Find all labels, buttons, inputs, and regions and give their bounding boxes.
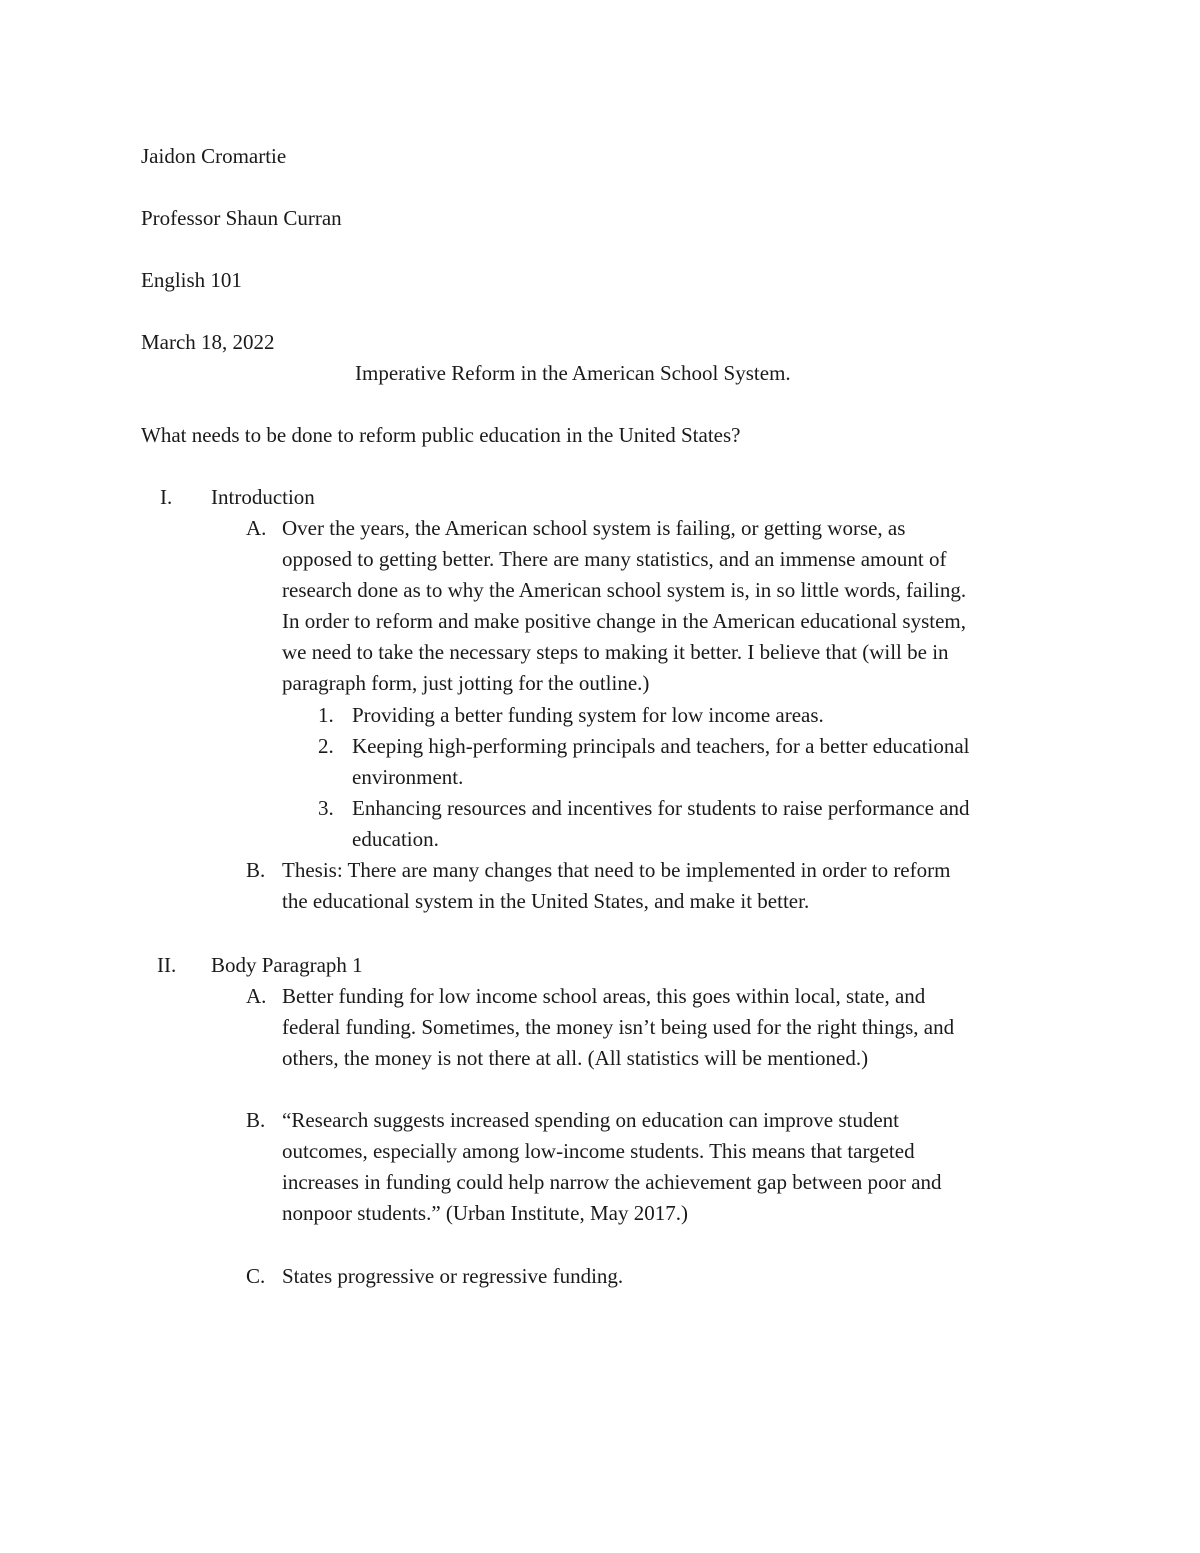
paragraph-line: research done as to why the American school system is, in so little words, failing.	[282, 578, 967, 602]
student-name: Jaidon Cromartie	[141, 144, 287, 168]
section-2-a-line-2: federal funding. Sometimes, the money isn’t being used for the right things, and	[282, 1015, 955, 1039]
section-2-a-marker: A.	[246, 984, 267, 1008]
paragraph-line: paragraph form, just jotting for the outline.)	[282, 671, 650, 695]
paragraph-line: we need to take the necessary steps to making it better. I believe that (will be in	[282, 640, 949, 664]
document-title: Imperative Reform in the American School System.	[355, 361, 791, 385]
section-2-b-marker: B.	[246, 1108, 266, 1132]
item-2-marker: 2.	[318, 734, 334, 758]
item-2-text: Keeping high-performing principals and teachers, for a better educational	[352, 734, 970, 758]
section-2-a-line-1: Better funding for low income school areas, this goes within local, state, and	[282, 984, 926, 1008]
section-1-a-marker: A.	[246, 516, 267, 540]
paragraph-line: Over the years, the American school system is failing, or getting worse, as	[282, 516, 906, 540]
section-1-b-marker: B.	[246, 858, 266, 882]
paragraph-line: opposed to getting better. There are many statistics, and an immense amount of	[282, 547, 947, 571]
item-1-text: Providing a better funding system for low income areas.	[352, 703, 824, 727]
section-2-c-marker: C.	[246, 1264, 266, 1288]
section-1-numeral: I.	[160, 485, 173, 509]
item-3-text-cont: education.	[352, 827, 439, 851]
section-1-heading: Introduction	[211, 485, 315, 509]
item-1-marker: 1.	[318, 703, 334, 727]
section-2-a-line-3: others, the money is not there at all. (All statistics will be mentioned.)	[282, 1046, 869, 1070]
item-3-text: Enhancing resources and incentives for students to raise performance and	[352, 796, 970, 820]
course-name: English 101	[141, 268, 242, 292]
thesis-line-1: Thesis: There are many changes that need to be implemented in order to reform	[282, 858, 951, 882]
section-1-a-paragraph	[282, 513, 966, 699]
thesis-line-2: the educational system in the United States, and make it better.	[282, 889, 810, 913]
quote-line-1: “Research suggests increased spending on education can improve student	[282, 1108, 899, 1132]
date: March 18, 2022	[141, 330, 275, 354]
item-3-marker: 3.	[318, 796, 334, 820]
section-2-heading: Body Paragraph 1	[211, 953, 363, 977]
research-question: What needs to be done to reform public education in the United States?	[141, 423, 741, 447]
professor-name: Professor Shaun Curran	[141, 206, 342, 230]
section-2-c-line-1: States progressive or regressive funding.	[282, 1264, 624, 1288]
quote-line-2: outcomes, especially among low-income students. This means that targeted	[282, 1139, 915, 1163]
quote-line-4: nonpoor students.” (Urban Institute, May 2017.)	[282, 1201, 688, 1225]
paragraph-line: In order to reform and make positive change in the American educational system,	[282, 609, 967, 633]
section-2-numeral: II.	[157, 953, 177, 977]
quote-line-3: increases in funding could help narrow the achievement gap between poor and	[282, 1170, 942, 1194]
item-2-text-cont: environment.	[352, 765, 464, 789]
